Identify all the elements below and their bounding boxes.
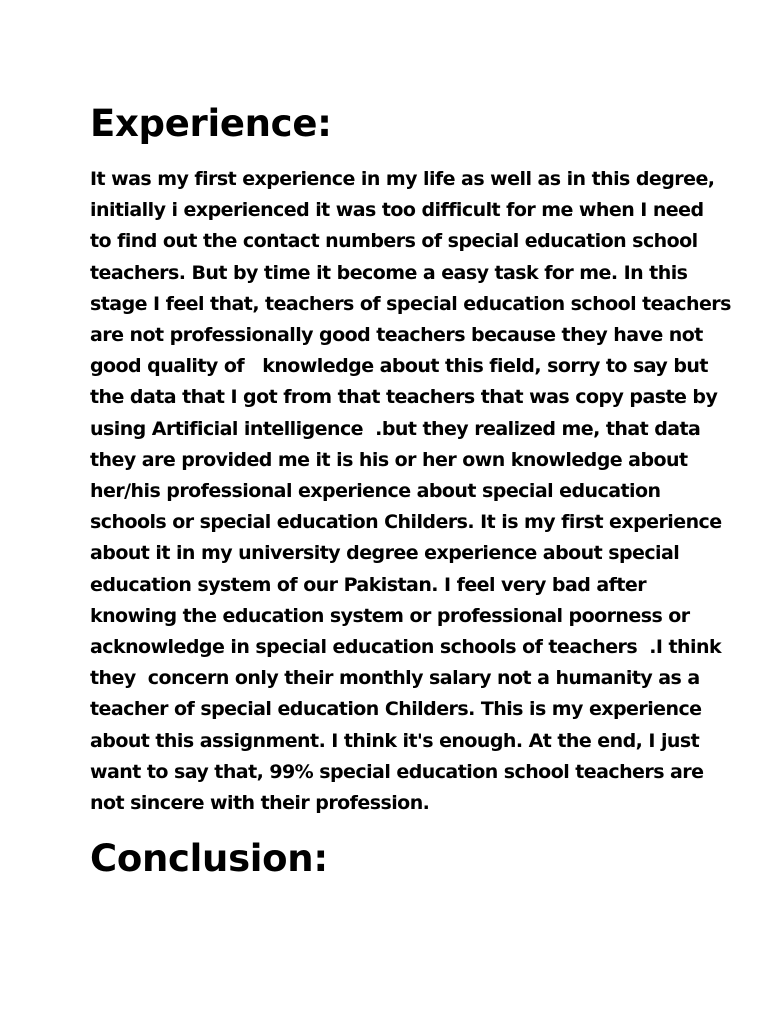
paragraph-line: education system of our Pakistan. I feel very bad after (90, 573, 647, 596)
paragraph-line: the data that I got from that teachers that was copy paste by (90, 386, 718, 409)
paragraph-line: they are provided me it is his or her own knowledge about (90, 448, 688, 471)
paragraph-line: teachers. But by time it become a easy task for me. In this (90, 261, 688, 284)
paragraph-line: not sincere with their profession. (90, 792, 430, 815)
conclusion-heading: Conclusion: (90, 837, 328, 880)
paragraph-line: teacher of special education Childers. This is my experience (90, 698, 702, 721)
paragraph-line: they concern only their monthly salary not a humanity as a (90, 667, 700, 690)
paragraph-line: her/his professional experience about special education (90, 480, 661, 503)
paragraph-line: want to say that, 99% special education school teachers are (90, 760, 704, 783)
paragraph-line: schools or special education Childers. It is my first experience (90, 511, 722, 534)
paragraph-line: knowing the education system or professional poorness or (90, 604, 690, 627)
paragraph-line: to find out the contact numbers of special education school (90, 230, 698, 253)
paragraph-line: initially i experienced it was too difficult for me when I need (90, 199, 704, 222)
paragraph-line: about it in my university degree experience about special (90, 542, 680, 565)
experience-heading: Experience: (90, 102, 332, 145)
paragraph-line: using Artificial intelligence .but they realized me, that data (90, 417, 701, 440)
paragraph-line: are not professionally good teachers because they have not (90, 324, 703, 347)
paragraph-line: acknowledge in special education schools of teachers .I think (90, 636, 722, 659)
experience-paragraph (90, 164, 731, 819)
paragraph-line: stage I feel that, teachers of special education school teachers (90, 292, 731, 315)
paragraph-line: good quality of knowledge about this field, sorry to say but (90, 355, 708, 378)
paragraph-line: It was my first experience in my life as well as in this degree, (90, 168, 715, 190)
paragraph-line: about this assignment. I think it's enough. At the end, I just (90, 729, 700, 752)
